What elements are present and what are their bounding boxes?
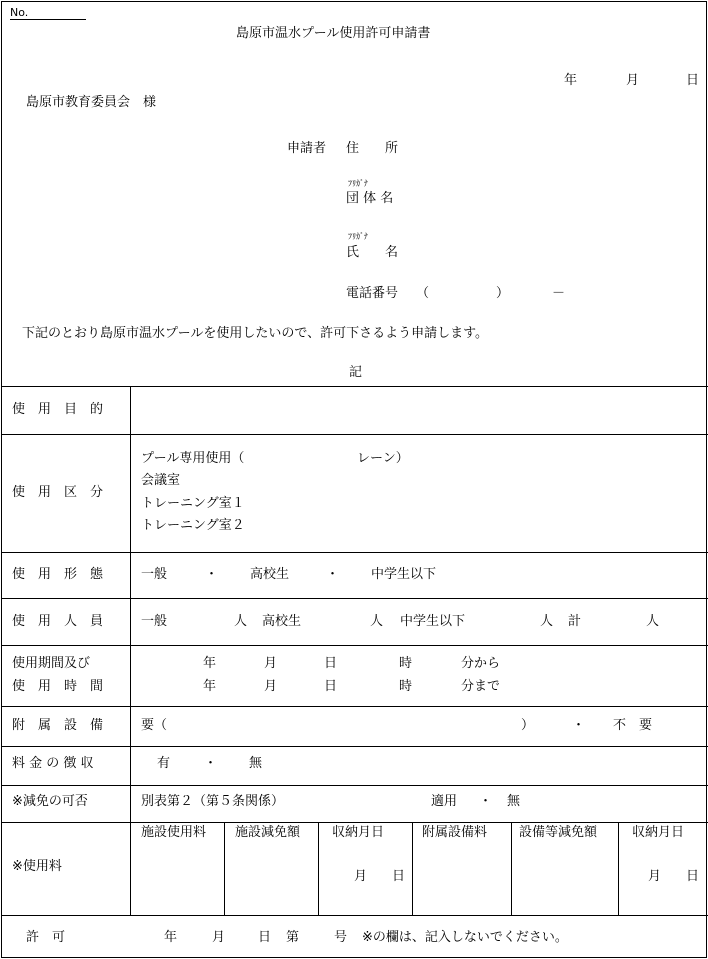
equipment-need-option[interactable]: 要（ xyxy=(141,718,168,733)
people-unit-1: 人 xyxy=(234,614,248,629)
furigana-name: ﾌﾘｶﾞﾅ xyxy=(348,232,368,241)
rule xyxy=(2,822,708,823)
reduction-none-option[interactable]: 無 xyxy=(507,794,521,809)
training-room-1-option[interactable]: トレーニング室１ xyxy=(141,496,245,511)
equipment-label: 附 属 設 備 xyxy=(12,718,104,733)
purpose-field[interactable] xyxy=(134,389,704,431)
form-dot-1: ・ xyxy=(205,567,219,582)
permit-dai: 第 xyxy=(286,930,300,945)
period-month-1: 月 xyxy=(264,656,278,671)
period-hour-2: 時 xyxy=(399,679,413,694)
phone-dash: － xyxy=(552,286,566,301)
period-day-1: 日 xyxy=(324,656,338,671)
fee-header-receipt-date-2: 収納月日 xyxy=(632,825,685,840)
fee-header-equipment: 附属設備料 xyxy=(422,825,488,840)
form-dot-2: ・ xyxy=(326,567,340,582)
fee-day-2: 日 xyxy=(686,869,700,884)
reduction-table-ref: 別表第２（第５条関係） xyxy=(141,794,285,809)
rule xyxy=(2,915,708,916)
fee-collect-yes-option[interactable]: 有 xyxy=(157,756,171,771)
people-unit-2: 人 xyxy=(370,614,384,629)
purpose-label: 使 用 目 的 xyxy=(12,402,104,417)
permit-label: 許 可 xyxy=(26,930,66,945)
date-month: 月 xyxy=(626,73,640,88)
fee-divider xyxy=(618,822,619,915)
rule xyxy=(2,598,708,599)
form-general-option[interactable]: 一般 xyxy=(141,567,168,582)
category-label: 使 用 区 分 xyxy=(12,485,104,500)
fee-header-receipt-date-1: 収納月日 xyxy=(332,825,385,840)
fee-month-1: 月 xyxy=(354,869,368,884)
permit-go: 号 xyxy=(334,930,348,945)
date-day: 日 xyxy=(686,73,700,88)
reduction-dot: ・ xyxy=(479,794,493,809)
label-divider xyxy=(130,386,131,915)
period-day-2: 日 xyxy=(324,679,338,694)
phone-label: 電話番号 xyxy=(346,286,399,301)
applicant-label: 申請者 xyxy=(287,141,327,156)
period-hour-1: 時 xyxy=(399,656,413,671)
ki-label: 記 xyxy=(349,365,363,380)
addressee: 島原市教育委員会 様 xyxy=(26,95,157,110)
phone-close: ） xyxy=(496,286,510,301)
people-high-school: 高校生 xyxy=(262,614,302,629)
fee-divider xyxy=(318,822,319,915)
period-year-2: 年 xyxy=(203,679,217,694)
fee-header-facility-reduction: 施設減免額 xyxy=(235,825,301,840)
people-total: 計 xyxy=(568,614,582,629)
form-label: 使 用 形 態 xyxy=(12,567,104,582)
rule xyxy=(2,785,708,786)
permit-day: 日 xyxy=(258,930,272,945)
equipment-close: ） xyxy=(521,718,535,733)
furigana-group: ﾌﾘｶﾞﾅ xyxy=(348,179,368,188)
period-label-1: 使用期間及び xyxy=(12,656,91,671)
phone-open: （ xyxy=(416,286,430,301)
fee-collect-no-option[interactable]: 無 xyxy=(249,756,263,771)
reduction-label: ※減免の可否 xyxy=(12,794,88,809)
name-label: 氏 名 xyxy=(346,245,399,260)
lane-label: レーン） xyxy=(357,451,409,466)
fee-divider xyxy=(511,822,512,915)
group-name-label: 団 体 名 xyxy=(346,191,394,206)
date-year: 年 xyxy=(564,73,578,88)
fee-header-equipment-reduction: 設備等減免額 xyxy=(519,825,598,840)
application-form xyxy=(1,1,707,958)
fee-header-facility: 施設使用料 xyxy=(141,825,207,840)
permit-note: ※の欄は、記入しないでください。 xyxy=(362,930,568,945)
permit-year: 年 xyxy=(164,930,178,945)
no-underline xyxy=(10,19,86,20)
period-label-2: 使 用 時 間 xyxy=(12,679,104,694)
training-room-2-option[interactable]: トレーニング室２ xyxy=(141,518,245,533)
meeting-room-option[interactable]: 会議室 xyxy=(141,473,181,488)
people-general: 一般 xyxy=(141,614,168,629)
form-high-school-option[interactable]: 高校生 xyxy=(250,567,290,582)
period-to: 分まで xyxy=(461,679,501,694)
period-year-1: 年 xyxy=(203,656,217,671)
people-label: 使 用 人 員 xyxy=(12,614,104,629)
permit-month: 月 xyxy=(212,930,226,945)
rule xyxy=(2,645,708,646)
fee-collect-label: 料 金 の 徴 収 xyxy=(12,756,94,771)
rule xyxy=(2,552,708,553)
people-unit-3: 人 xyxy=(540,614,554,629)
people-unit-4: 人 xyxy=(646,614,660,629)
no-label: No. xyxy=(10,6,29,19)
equipment-dot: ・ xyxy=(572,718,586,733)
rule xyxy=(2,386,708,387)
people-junior: 中学生以下 xyxy=(400,614,466,629)
fee-divider xyxy=(224,822,225,915)
address-label: 住 所 xyxy=(346,141,399,156)
form-title: 島原市温水プール使用許可申請書 xyxy=(236,26,431,41)
pool-option[interactable]: プール専用使用（ xyxy=(141,451,245,466)
period-from: 分から xyxy=(461,656,501,671)
rule xyxy=(2,434,708,435)
form-junior-option[interactable]: 中学生以下 xyxy=(371,567,437,582)
fee-month-2: 月 xyxy=(648,869,662,884)
reduction-apply-option[interactable]: 適用 xyxy=(431,794,458,809)
equipment-no-need-option[interactable]: 不 要 xyxy=(613,718,653,733)
fee-label: ※使用料 xyxy=(12,859,62,874)
fee-divider xyxy=(412,822,413,915)
rule xyxy=(2,746,708,747)
period-month-2: 月 xyxy=(264,679,278,694)
intro-text: 下記のとおり島原市温水プールを使用したいので、許可下さるよう申請します。 xyxy=(22,326,489,341)
fee-collect-dot: ・ xyxy=(204,756,218,771)
rule xyxy=(2,706,708,707)
fee-day-1: 日 xyxy=(392,869,406,884)
